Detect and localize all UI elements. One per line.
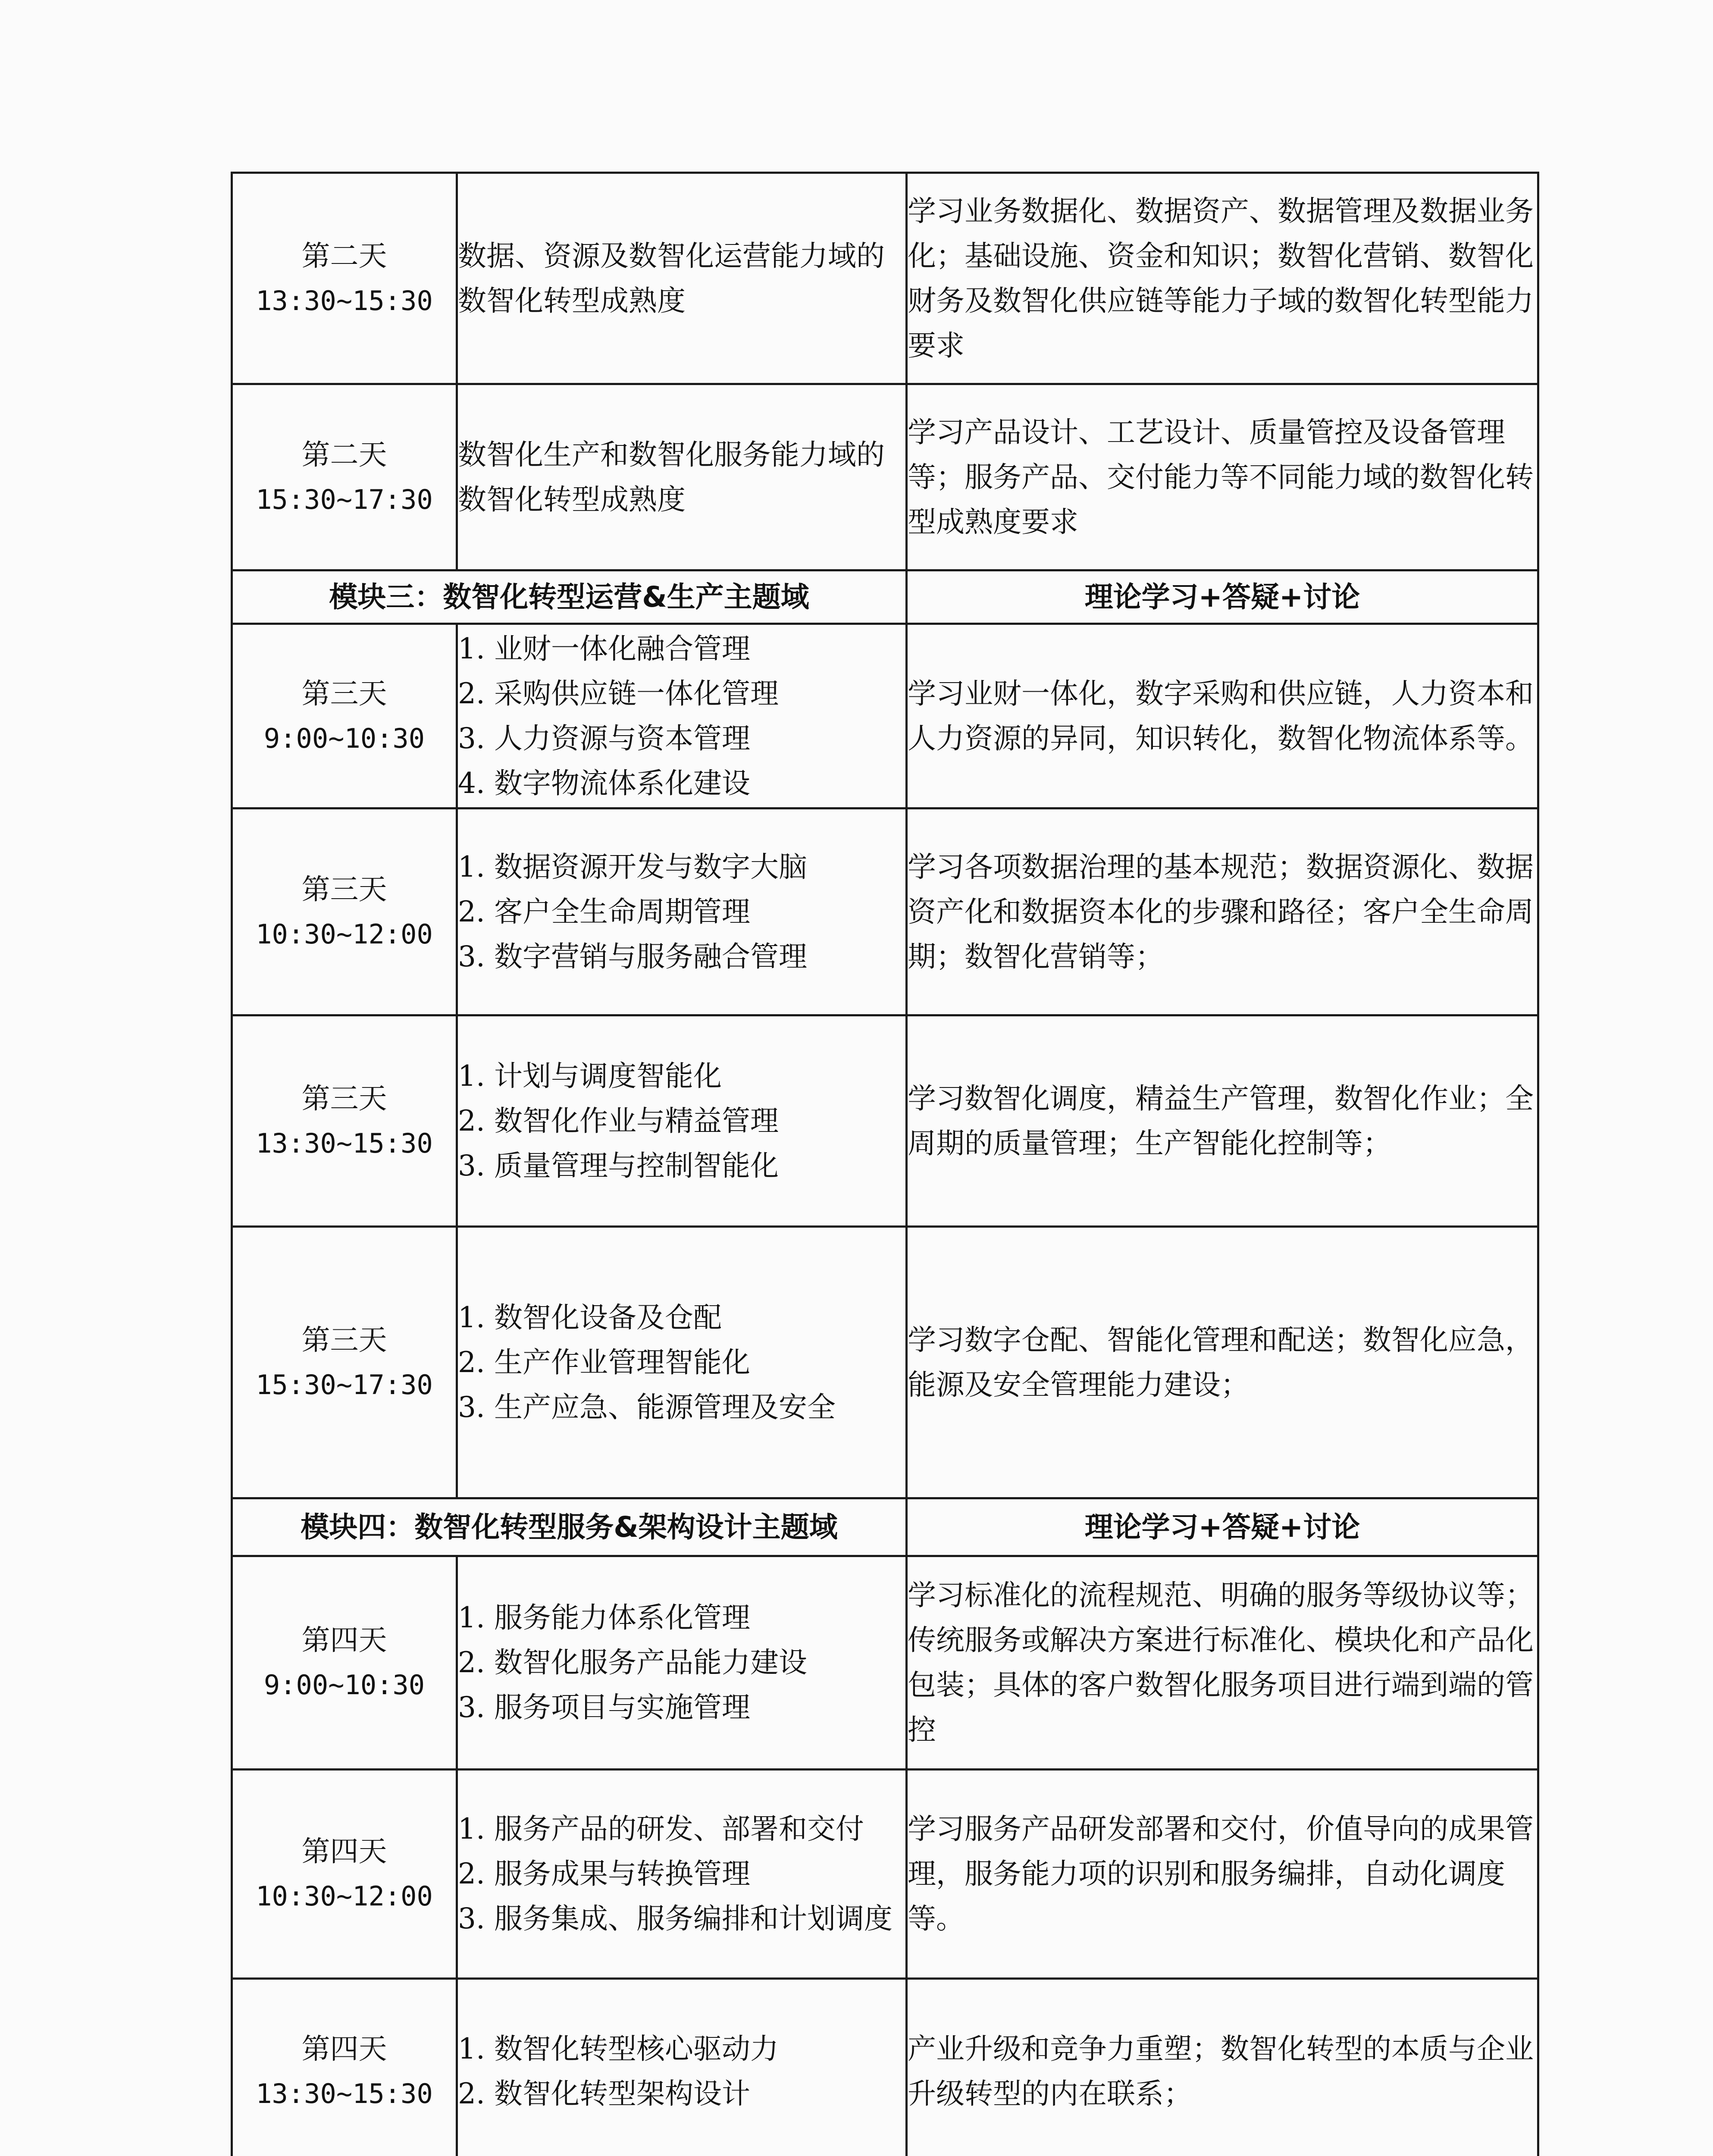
session-topic-cell [457, 624, 907, 808]
session-row [232, 1770, 1538, 1979]
session-description: 学习数字仓配、智能化管理和配送；数智化应急，能源及安全管理能力建设； [907, 1227, 1538, 1498]
session-time-cell [232, 173, 457, 384]
session-hours: 13:30~15:30 [256, 285, 433, 317]
session-hours: 13:30~15:30 [256, 1127, 433, 1159]
session-description: 学习标准化的流程规范、明确的服务等级协议等；传统服务或解决方案进行标准化、模块化和产品化包装；具体的客户数智化服务项目进行端到端的管控 [907, 1556, 1538, 1770]
session-day: 第四天 [301, 1835, 387, 1868]
session-day: 第四天 [301, 1623, 387, 1657]
session-hours: 15:30~17:30 [256, 483, 433, 515]
session-description: 学习业务数据化、数据资产、数据管理及数据业务化；基础设施、资金和知识；数智化营销、数智化财务及数智化供应链等能力子域的数智化转型能力要求 [907, 173, 1538, 384]
topic-item: 1. 计划与调度智能化 [458, 1059, 722, 1093]
session-time-cell [232, 1979, 457, 2156]
topic-item: 3. 人力资源与资本管理 [458, 721, 750, 755]
session-hours: 10:30~12:00 [256, 1880, 433, 1912]
session-row [232, 173, 1538, 384]
session-description: 学习服务产品研发部署和交付，价值导向的成果管理，服务能力项的识别和服务编排，自动化调度等。 [907, 1770, 1538, 1979]
session-description: 学习业财一体化，数字采购和供应链，人力资本和人力资源的异同，知识转化，数智化物流体系等。 [907, 624, 1538, 808]
session-description: 学习数智化调度，精益生产管理，数智化作业；全周期的质量管理；生产智能化控制等； [907, 1015, 1538, 1227]
topic-item: 2. 服务成果与转换管理 [458, 1857, 750, 1890]
session-time-cell [232, 384, 457, 570]
topic-item: 1. 数据资源开发与数字大脑 [458, 850, 807, 884]
session-description: 学习产品设计、工艺设计、质量管控及设备管理等；服务产品、交付能力等不同能力域的数智化转型成熟度要求 [907, 384, 1538, 570]
session-topic-cell [457, 173, 907, 384]
session-topic-cell [457, 1015, 907, 1227]
topic-item: 1. 数智化设备及仓配 [458, 1300, 722, 1334]
session-day: 第三天 [301, 677, 387, 710]
session-row [232, 1227, 1538, 1498]
session-topic-cell [457, 1556, 907, 1770]
topic-item: 1. 业财一体化融合管理 [458, 632, 750, 665]
session-row [232, 808, 1538, 1015]
session-day: 第二天 [301, 438, 387, 471]
session-time-cell [232, 1556, 457, 1770]
topic-item: 2. 数智化转型架构设计 [458, 2077, 750, 2110]
topic-item: 数据、资源及数智化运营能力域的数智化转型成熟度 [458, 239, 885, 317]
module-header-row [232, 1498, 1538, 1556]
topic-item: 3. 服务集成、服务编排和计划调度 [458, 1902, 893, 1935]
session-topic-cell [457, 1979, 907, 2156]
session-row [232, 624, 1538, 808]
session-row [232, 1015, 1538, 1227]
module-method: 理论学习+答疑+讨论 [907, 570, 1538, 624]
module-header-row [232, 570, 1538, 624]
topic-item: 3. 质量管理与控制智能化 [458, 1149, 779, 1182]
topic-item: 4. 数字物流体系化建设 [458, 766, 750, 800]
session-time-cell [232, 624, 457, 808]
session-hours: 9:00~10:30 [263, 1669, 425, 1701]
topic-item: 1. 服务能力体系化管理 [458, 1601, 750, 1634]
topic-item: 数智化生产和数智化服务能力域的数智化转型成熟度 [458, 438, 885, 516]
topic-item: 1. 服务产品的研发、部署和交付 [458, 1812, 864, 1846]
session-row [232, 1979, 1538, 2156]
session-time-cell [232, 1015, 457, 1227]
topic-item: 2. 数智化服务产品能力建设 [458, 1646, 807, 1679]
session-topic-cell [457, 384, 907, 570]
module-title: 模块四：数智化转型服务&架构设计主题域 [232, 1498, 907, 1556]
session-row [232, 384, 1538, 570]
topic-item: 1. 数智化转型核心驱动力 [458, 2032, 779, 2065]
session-topic-cell [457, 1227, 907, 1498]
session-day: 第三天 [301, 1323, 387, 1357]
topic-item: 2. 客户全生命周期管理 [458, 895, 750, 928]
session-row [232, 1556, 1538, 1770]
topic-item: 3. 服务项目与实施管理 [458, 1691, 750, 1724]
session-hours: 9:00~10:30 [263, 722, 425, 754]
module-title: 模块三：数智化转型运营&生产主题域 [232, 570, 907, 624]
session-time-cell [232, 1227, 457, 1498]
session-topic-cell [457, 1770, 907, 1979]
session-time-cell [232, 1770, 457, 1979]
session-topic-cell [457, 808, 907, 1015]
schedule-body [232, 173, 1538, 2156]
topic-item: 3. 数字营销与服务融合管理 [458, 940, 807, 973]
session-time-cell [232, 808, 457, 1015]
topic-item: 2. 数智化作业与精益管理 [458, 1104, 779, 1138]
module-method: 理论学习+答疑+讨论 [907, 1498, 1538, 1556]
session-day: 第三天 [301, 1081, 387, 1115]
session-day: 第二天 [301, 239, 387, 273]
training-schedule-table [231, 172, 1539, 2156]
topic-item: 2. 采购供应链一体化管理 [458, 677, 779, 710]
topic-item: 3. 生产应急、能源管理及安全 [458, 1390, 836, 1424]
session-day: 第三天 [301, 872, 387, 906]
session-hours: 15:30~17:30 [256, 1369, 433, 1401]
session-description: 产业升级和竞争力重塑；数智化转型的本质与企业升级转型的内在联系； [907, 1979, 1538, 2156]
session-hours: 13:30~15:30 [256, 2078, 433, 2109]
session-hours: 10:30~12:00 [256, 918, 433, 950]
session-day: 第四天 [301, 2032, 387, 2065]
session-description: 学习各项数据治理的基本规范；数据资源化、数据资产化和数据资本化的步骤和路径；客户全生命周期；数智化营销等； [907, 808, 1538, 1015]
topic-item: 2. 生产作业管理智能化 [458, 1345, 750, 1379]
